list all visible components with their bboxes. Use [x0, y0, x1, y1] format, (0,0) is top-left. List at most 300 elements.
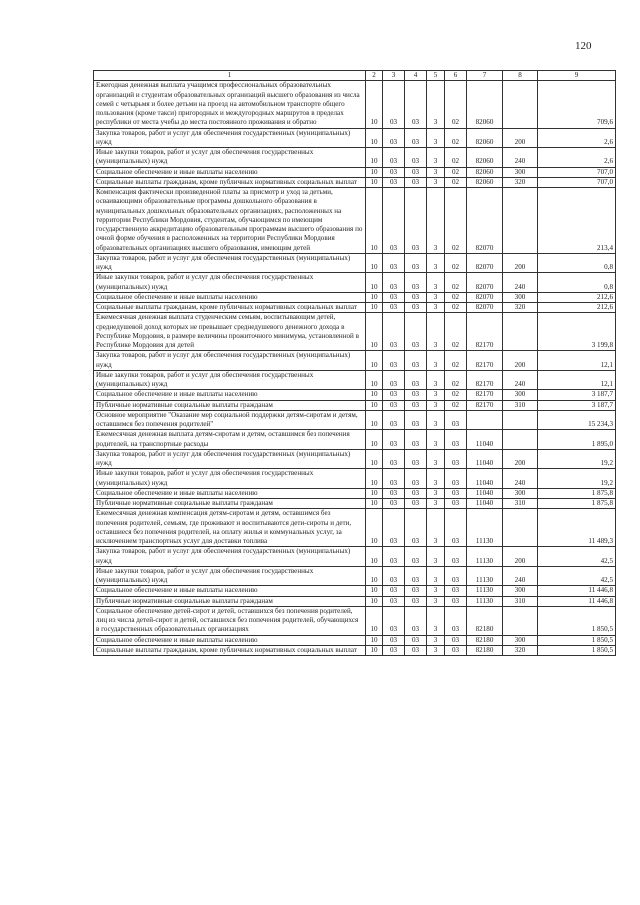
table-header-row: [94, 71, 616, 81]
amount-cell: 0,8: [538, 253, 616, 273]
expense-type-code: 240: [503, 273, 538, 293]
expense-type-code: 300: [503, 488, 538, 498]
expense-type-code: 300: [503, 586, 538, 596]
program-code: 03: [405, 273, 427, 293]
column-header: 8: [503, 71, 538, 81]
expense-type-code: 300: [503, 390, 538, 400]
row-name: Ежемесячная денежная выплата детям-сиротам и детям, оставшимся без попечения родителей, на транспортные расходы: [94, 430, 366, 450]
expense-type-code: 200: [503, 128, 538, 148]
expense-type-code: 320: [503, 303, 538, 313]
row-name: Социальное обеспечение и иные выплаты населению: [94, 635, 366, 645]
event-code: 02: [445, 390, 467, 400]
program-code: 03: [405, 596, 427, 606]
row-name: Основное мероприятие "Оказание мер социальной поддержки детям-сиротам и детям, оставшимся без попечения родителей": [94, 410, 366, 430]
table-row: [94, 488, 616, 498]
section-code: 10: [366, 128, 383, 148]
amount-cell: 213,4: [538, 188, 616, 254]
direction-code: 11040: [467, 499, 503, 509]
direction-code: 82180: [467, 635, 503, 645]
direction-code: 11040: [467, 469, 503, 489]
table-row: [94, 128, 616, 148]
program-code: 03: [405, 499, 427, 509]
direction-code: 11130: [467, 509, 503, 547]
program-code: 03: [405, 188, 427, 254]
column-header: 4: [405, 71, 427, 81]
amount-cell: 212,6: [538, 292, 616, 302]
program-code: 03: [405, 351, 427, 371]
amount-cell: 15 234,3: [538, 410, 616, 430]
row-name: Социальное обеспечение и иные выплаты населению: [94, 488, 366, 498]
program-code: 03: [405, 292, 427, 302]
amount-cell: 19,2: [538, 449, 616, 469]
direction-code: 82060: [467, 148, 503, 168]
amount-cell: 1 875,8: [538, 499, 616, 509]
amount-cell: 212,6: [538, 303, 616, 313]
expense-type-code: 200: [503, 449, 538, 469]
row-name: Иные закупки товаров, работ и услуг для обеспечения государственных (муниципальных) нужд: [94, 566, 366, 586]
subprogram-code: 3: [427, 547, 445, 567]
direction-code: 82170: [467, 313, 503, 351]
direction-code: 11130: [467, 586, 503, 596]
subsection-code: 03: [383, 128, 405, 148]
amount-cell: 11 446,8: [538, 586, 616, 596]
subprogram-code: 3: [427, 148, 445, 168]
row-name: Иные закупки товаров, работ и услуг для обеспечения государственных (муниципальных) нужд: [94, 148, 366, 168]
section-code: 10: [366, 596, 383, 606]
row-name: Ежегодная денежная выплата учащимся профессиональных образовательных организаций и студентам образовательных организаций высшего образования из числа семей с четырьмя и более детьми на проезд на автомобильном транспорте общего пользования (кроме такси) пригородных и междугородных маршрутов в пределах республики от места учебы до места постоянного проживания и обратно: [94, 81, 366, 128]
row-name: Иные закупки товаров, работ и услуг для обеспечения государственных (муниципальных) нужд: [94, 469, 366, 489]
row-name: Компенсация фактически произведенной платы за присмотр и уход за детьми, осваивающими образовательные программы дошкольного образования в муниципальных дошкольных образовательных организациях, расположенных на территории Республики Мордовия, студентам, обучающимся по имеющим государственную аккредитацию образовательным программам высшего образования по очной форме обучения в расположенных на территории Республики Мордовия образовательных организациях высшего образования, имеющим детей: [94, 188, 366, 254]
program-code: 03: [405, 606, 427, 635]
subprogram-code: 3: [427, 292, 445, 302]
amount-cell: 1 850,5: [538, 645, 616, 655]
column-header: 3: [383, 71, 405, 81]
event-code: 03: [445, 499, 467, 509]
expense-type-code: [503, 410, 538, 430]
subprogram-code: 3: [427, 566, 445, 586]
row-name: Публичные нормативные социальные выплаты гражданам: [94, 400, 366, 410]
column-header: 7: [467, 71, 503, 81]
table-row: [94, 509, 616, 547]
table-row: [94, 400, 616, 410]
table-row: [94, 188, 616, 254]
row-name: Социальные выплаты гражданам, кроме публичных нормативных социальных выплат: [94, 645, 366, 655]
program-code: 03: [405, 253, 427, 273]
event-code: 03: [445, 430, 467, 450]
subsection-code: 03: [383, 606, 405, 635]
amount-cell: 2,6: [538, 148, 616, 168]
subsection-code: 03: [383, 177, 405, 187]
row-name: Публичные нормативные социальные выплаты гражданам: [94, 596, 366, 606]
subsection-code: 03: [383, 188, 405, 254]
direction-code: 82170: [467, 390, 503, 400]
subsection-code: 03: [383, 430, 405, 450]
event-code: 03: [445, 469, 467, 489]
table-row: [94, 167, 616, 177]
direction-code: 11130: [467, 566, 503, 586]
amount-cell: 1 850,5: [538, 606, 616, 635]
direction-code: 82070: [467, 253, 503, 273]
table-row: [94, 635, 616, 645]
program-code: 03: [405, 449, 427, 469]
column-header: 6: [445, 71, 467, 81]
expense-type-code: 240: [503, 148, 538, 168]
direction-code: 82070: [467, 303, 503, 313]
section-code: 10: [366, 253, 383, 273]
section-code: 10: [366, 586, 383, 596]
subprogram-code: 3: [427, 188, 445, 254]
subprogram-code: 3: [427, 390, 445, 400]
section-code: 10: [366, 547, 383, 567]
subprogram-code: 3: [427, 303, 445, 313]
table-row: [94, 148, 616, 168]
subprogram-code: 3: [427, 410, 445, 430]
direction-code: 11040: [467, 430, 503, 450]
subprogram-code: 3: [427, 469, 445, 489]
expense-type-code: [503, 81, 538, 128]
subprogram-code: 3: [427, 488, 445, 498]
program-code: 03: [405, 509, 427, 547]
expense-type-code: 300: [503, 292, 538, 302]
section-code: 10: [366, 81, 383, 128]
table-row: [94, 469, 616, 489]
section-code: 10: [366, 606, 383, 635]
subprogram-code: 3: [427, 606, 445, 635]
table-row: [94, 410, 616, 430]
amount-cell: 707,0: [538, 167, 616, 177]
subprogram-code: 3: [427, 586, 445, 596]
section-code: 10: [366, 390, 383, 400]
subsection-code: 03: [383, 449, 405, 469]
subprogram-code: 3: [427, 635, 445, 645]
event-code: 03: [445, 645, 467, 655]
event-code: 03: [445, 410, 467, 430]
amount-cell: 0,8: [538, 273, 616, 293]
subsection-code: 03: [383, 148, 405, 168]
direction-code: 11130: [467, 547, 503, 567]
row-name: Закупка товаров, работ и услуг для обеспечения государственных (муниципальных) нужд: [94, 253, 366, 273]
section-code: 10: [366, 509, 383, 547]
event-code: 02: [445, 313, 467, 351]
direction-code: 82170: [467, 370, 503, 390]
subprogram-code: 3: [427, 351, 445, 371]
subsection-code: 03: [383, 253, 405, 273]
amount-cell: 42,5: [538, 566, 616, 586]
expense-type-code: 240: [503, 469, 538, 489]
expense-type-code: [503, 430, 538, 450]
table-row: [94, 645, 616, 655]
direction-code: 82170: [467, 351, 503, 371]
table-row: [94, 351, 616, 371]
row-name: Социальные выплаты гражданам, кроме публичных нормативных социальных выплат: [94, 177, 366, 187]
section-code: 10: [366, 635, 383, 645]
event-code: 02: [445, 167, 467, 177]
section-code: 10: [366, 167, 383, 177]
section-code: 10: [366, 400, 383, 410]
subsection-code: 03: [383, 596, 405, 606]
event-code: 02: [445, 400, 467, 410]
event-code: 03: [445, 488, 467, 498]
section-code: 10: [366, 188, 383, 254]
budget-table: [93, 70, 616, 656]
expense-type-code: [503, 606, 538, 635]
event-code: 02: [445, 128, 467, 148]
program-code: 03: [405, 177, 427, 187]
expense-type-code: 300: [503, 167, 538, 177]
subsection-code: 03: [383, 313, 405, 351]
expense-type-code: 320: [503, 177, 538, 187]
amount-cell: 2,6: [538, 128, 616, 148]
subprogram-code: 3: [427, 313, 445, 351]
amount-cell: 1 850,5: [538, 635, 616, 645]
row-name: Ежемесячная денежная компенсация детям-сиротам и детям, оставшимся без попечения родителей, семьям, где проживают и воспитываются дети-сироты и дети, оставшиеся без попечения родителей, на оплату жилья и коммунальных услуг, за исключением транспортных услуг для доставки топлива: [94, 509, 366, 547]
row-name: Иные закупки товаров, работ и услуг для обеспечения государственных (муниципальных) нужд: [94, 370, 366, 390]
subprogram-code: 3: [427, 430, 445, 450]
amount-cell: 42,5: [538, 547, 616, 567]
subsection-code: 03: [383, 81, 405, 128]
event-code: 03: [445, 596, 467, 606]
program-code: 03: [405, 410, 427, 430]
amount-cell: 12,1: [538, 370, 616, 390]
section-code: 10: [366, 430, 383, 450]
table-row: [94, 606, 616, 635]
row-name: Социальное обеспечение детей-сирот и детей, оставшихся без попечения родителей, лиц из числа детей-сирот и детей, оставшихся без попечения родителей, обучающихся в государственных образовательных организациях: [94, 606, 366, 635]
amount-cell: 1 895,0: [538, 430, 616, 450]
subsection-code: 03: [383, 167, 405, 177]
subsection-code: 03: [383, 635, 405, 645]
subprogram-code: 3: [427, 253, 445, 273]
event-code: 02: [445, 81, 467, 128]
expense-type-code: 320: [503, 645, 538, 655]
subsection-code: 03: [383, 488, 405, 498]
amount-cell: 3 187,7: [538, 400, 616, 410]
row-name: Закупка товаров, работ и услуг для обеспечения государственных (муниципальных) нужд: [94, 351, 366, 371]
table-row: [94, 303, 616, 313]
section-code: 10: [366, 488, 383, 498]
event-code: 02: [445, 148, 467, 168]
expense-type-code: [503, 188, 538, 254]
subsection-code: 03: [383, 586, 405, 596]
amount-cell: 19,2: [538, 469, 616, 489]
expense-type-code: 200: [503, 253, 538, 273]
section-code: 10: [366, 351, 383, 371]
page-number: 120: [575, 40, 592, 52]
program-code: 03: [405, 167, 427, 177]
subprogram-code: 3: [427, 596, 445, 606]
table-row: [94, 370, 616, 390]
program-code: 03: [405, 370, 427, 390]
program-code: 03: [405, 645, 427, 655]
expense-type-code: 200: [503, 547, 538, 567]
row-name: Социальное обеспечение и иные выплаты населению: [94, 292, 366, 302]
program-code: 03: [405, 566, 427, 586]
subprogram-code: 3: [427, 400, 445, 410]
table-row: [94, 449, 616, 469]
direction-code: 82060: [467, 128, 503, 148]
section-code: 10: [366, 449, 383, 469]
column-header: 2: [366, 71, 383, 81]
subprogram-code: 3: [427, 645, 445, 655]
subsection-code: 03: [383, 469, 405, 489]
subsection-code: 03: [383, 303, 405, 313]
program-code: 03: [405, 400, 427, 410]
section-code: 10: [366, 292, 383, 302]
program-code: 03: [405, 547, 427, 567]
subprogram-code: 3: [427, 370, 445, 390]
row-name: Закупка товаров, работ и услуг для обеспечения государственных (муниципальных) нужд: [94, 547, 366, 567]
row-name: Публичные нормативные социальные выплаты гражданам: [94, 499, 366, 509]
direction-code: 82060: [467, 81, 503, 128]
row-name: Социальные выплаты гражданам, кроме публичных нормативных социальных выплат: [94, 303, 366, 313]
subsection-code: 03: [383, 499, 405, 509]
subprogram-code: 3: [427, 167, 445, 177]
direction-code: 82180: [467, 645, 503, 655]
row-name: Социальное обеспечение и иные выплаты населению: [94, 390, 366, 400]
event-code: 02: [445, 351, 467, 371]
amount-cell: 11 489,3: [538, 509, 616, 547]
subprogram-code: 3: [427, 273, 445, 293]
amount-cell: 1 875,8: [538, 488, 616, 498]
program-code: 03: [405, 81, 427, 128]
amount-cell: 707,0: [538, 177, 616, 187]
amount-cell: 3 187,7: [538, 390, 616, 400]
table-row: [94, 390, 616, 400]
section-code: 10: [366, 645, 383, 655]
direction-code: 82070: [467, 188, 503, 254]
subprogram-code: 3: [427, 128, 445, 148]
table-row: [94, 81, 616, 128]
subsection-code: 03: [383, 370, 405, 390]
program-code: 03: [405, 488, 427, 498]
subprogram-code: 3: [427, 177, 445, 187]
subprogram-code: 3: [427, 81, 445, 128]
row-name: Закупка товаров, работ и услуг для обеспечения государственных (муниципальных) нужд: [94, 128, 366, 148]
program-code: 03: [405, 469, 427, 489]
section-code: 10: [366, 273, 383, 293]
program-code: 03: [405, 390, 427, 400]
program-code: 03: [405, 128, 427, 148]
expense-type-code: 310: [503, 400, 538, 410]
event-code: 03: [445, 547, 467, 567]
event-code: 03: [445, 606, 467, 635]
expense-type-code: 310: [503, 499, 538, 509]
direction-code: 82070: [467, 273, 503, 293]
event-code: 02: [445, 177, 467, 187]
direction-code: 82060: [467, 167, 503, 177]
section-code: 10: [366, 177, 383, 187]
subprogram-code: 3: [427, 509, 445, 547]
event-code: 02: [445, 370, 467, 390]
section-code: 10: [366, 148, 383, 168]
amount-cell: 709,6: [538, 81, 616, 128]
program-code: 03: [405, 148, 427, 168]
event-code: 03: [445, 635, 467, 645]
row-name: Социальное обеспечение и иные выплаты населению: [94, 586, 366, 596]
expense-type-code: 200: [503, 351, 538, 371]
direction-code: 82060: [467, 177, 503, 187]
subsection-code: 03: [383, 400, 405, 410]
subsection-code: 03: [383, 390, 405, 400]
subsection-code: 03: [383, 509, 405, 547]
section-code: 10: [366, 303, 383, 313]
table-row: [94, 586, 616, 596]
expense-type-code: 240: [503, 370, 538, 390]
subsection-code: 03: [383, 410, 405, 430]
subprogram-code: 3: [427, 499, 445, 509]
direction-code: 11130: [467, 596, 503, 606]
event-code: 03: [445, 586, 467, 596]
expense-type-code: 240: [503, 566, 538, 586]
expense-type-code: [503, 313, 538, 351]
subsection-code: 03: [383, 273, 405, 293]
program-code: 03: [405, 635, 427, 645]
subsection-code: 03: [383, 292, 405, 302]
table-row: [94, 313, 616, 351]
event-code: 02: [445, 253, 467, 273]
expense-type-code: [503, 509, 538, 547]
subsection-code: 03: [383, 351, 405, 371]
program-code: 03: [405, 430, 427, 450]
event-code: 02: [445, 303, 467, 313]
column-header: 9: [538, 71, 616, 81]
row-name: Ежемесячная денежная выплата студенческим семьям, воспитывающим детей, среднедушевой доход которых не превышает среднедушевого денежного дохода в Республике Мордовия, в размере величины прожиточного минимума, установленной в Республике Мордовия для детей: [94, 313, 366, 351]
direction-code: 82180: [467, 606, 503, 635]
amount-cell: 12,1: [538, 351, 616, 371]
table-row: [94, 596, 616, 606]
row-name: Социальное обеспечение и иные выплаты населению: [94, 167, 366, 177]
program-code: 03: [405, 313, 427, 351]
program-code: 03: [405, 303, 427, 313]
expense-type-code: 310: [503, 596, 538, 606]
amount-cell: 11 446,8: [538, 596, 616, 606]
direction-code: 11040: [467, 488, 503, 498]
subsection-code: 03: [383, 566, 405, 586]
direction-code: 82070: [467, 292, 503, 302]
direction-code: 11040: [467, 449, 503, 469]
direction-code: [467, 410, 503, 430]
subsection-code: 03: [383, 547, 405, 567]
section-code: 10: [366, 469, 383, 489]
table-row: [94, 292, 616, 302]
event-code: 02: [445, 292, 467, 302]
table-row: [94, 430, 616, 450]
section-code: 10: [366, 370, 383, 390]
event-code: 03: [445, 566, 467, 586]
row-name: Иные закупки товаров, работ и услуг для обеспечения государственных (муниципальных) нужд: [94, 273, 366, 293]
table-row: [94, 177, 616, 187]
section-code: 10: [366, 410, 383, 430]
column-header: 5: [427, 71, 445, 81]
program-code: 03: [405, 586, 427, 596]
event-code: 03: [445, 449, 467, 469]
table-row: [94, 499, 616, 509]
section-code: 10: [366, 499, 383, 509]
amount-cell: 3 199,8: [538, 313, 616, 351]
direction-code: 82170: [467, 400, 503, 410]
table-row: [94, 253, 616, 273]
table-row: [94, 273, 616, 293]
table-row: [94, 566, 616, 586]
section-code: 10: [366, 313, 383, 351]
section-code: 10: [366, 566, 383, 586]
subprogram-code: 3: [427, 449, 445, 469]
event-code: 02: [445, 188, 467, 254]
event-code: 02: [445, 273, 467, 293]
expense-type-code: 300: [503, 635, 538, 645]
subsection-code: 03: [383, 645, 405, 655]
row-name: Закупка товаров, работ и услуг для обеспечения государственных (муниципальных) нужд: [94, 449, 366, 469]
table-row: [94, 547, 616, 567]
